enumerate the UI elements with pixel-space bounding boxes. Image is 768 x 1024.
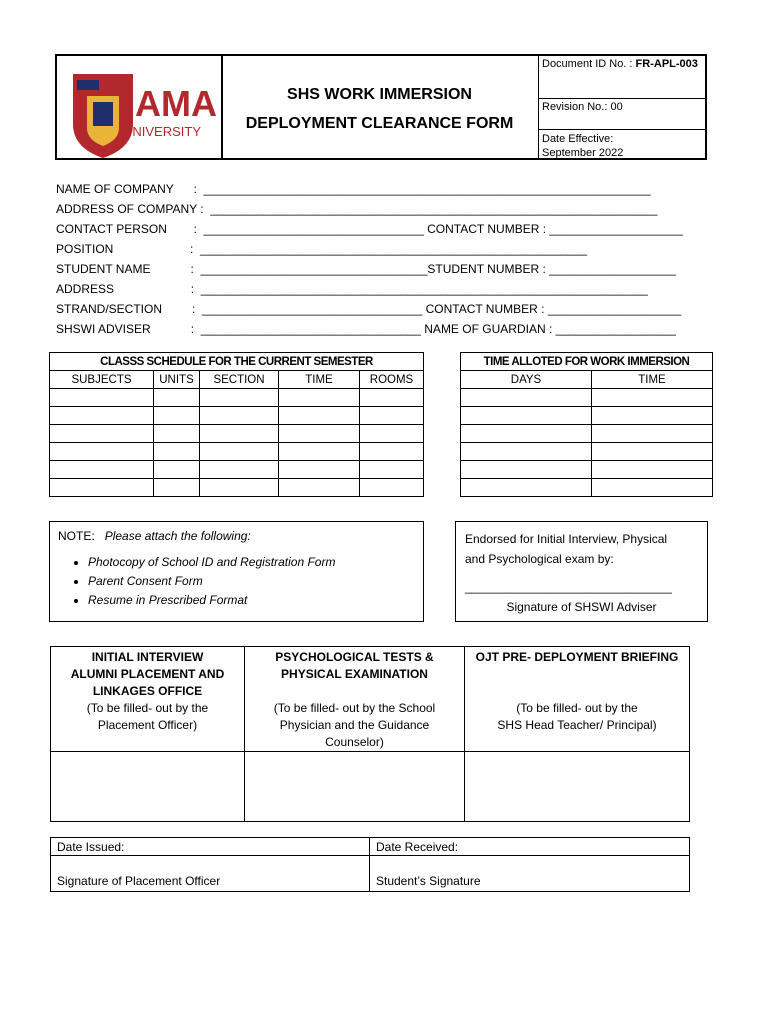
note-label: NOTE: xyxy=(58,529,95,543)
col-days: DAYS xyxy=(461,371,592,389)
col-time: TIME xyxy=(279,371,360,389)
col-subjects: SUBJECTS xyxy=(50,371,154,389)
field-strand-section[interactable]: STRAND/SECTION : _________________________________ CONTACT NUMBER : ____________________ xyxy=(56,302,682,316)
step-initial-interview-sign[interactable] xyxy=(51,752,245,822)
footer-table xyxy=(50,837,690,892)
table-row[interactable] xyxy=(50,479,424,497)
doc-id-value: FR-APL-003 xyxy=(635,58,698,70)
student-signature[interactable]: Student’s Signature xyxy=(370,856,690,892)
field-student-name[interactable]: STUDENT NAME : __________________________________STUDENT NUMBER : ___________________ xyxy=(56,262,676,276)
field-company-address[interactable]: ADDRESS OF COMPANY : ___________________________________________________________________ xyxy=(56,202,658,216)
date-value: September 2022 xyxy=(542,147,624,159)
table-row[interactable] xyxy=(461,425,713,443)
list-item: • Photocopy of School ID and Registration Form xyxy=(88,555,415,569)
table-row[interactable] xyxy=(50,407,424,425)
list-item: • Parent Consent Form xyxy=(88,574,415,588)
form-header xyxy=(55,54,707,160)
title-line2: DEPLOYMENT CLEARANCE FORM xyxy=(245,115,514,132)
col-units: UNITS xyxy=(154,371,200,389)
step-initial-interview xyxy=(51,647,245,752)
note-intro: Please attach the following: xyxy=(104,529,251,543)
step-ojt-briefing-sign[interactable] xyxy=(465,752,690,822)
note-box xyxy=(49,521,424,622)
endorse-line2: and Psychological exam by: xyxy=(465,552,614,566)
table-row[interactable] xyxy=(461,389,713,407)
table-row[interactable] xyxy=(461,443,713,461)
step-desc: (To be filled- out by the School Physician and the Guidance Counselor) xyxy=(273,701,436,749)
doc-id-label: Document ID No. : xyxy=(542,58,633,70)
adviser-signature-label: Signature of SHSWI Adviser xyxy=(506,600,657,614)
date-issued-field[interactable]: Date Issued: xyxy=(51,838,370,856)
endorse-box xyxy=(455,521,708,622)
field-address[interactable]: ADDRESS : ___________________________________________________________________ xyxy=(56,282,648,296)
attachment-list xyxy=(58,555,415,607)
col-rooms: ROOMS xyxy=(360,371,424,389)
step-psych-tests xyxy=(245,647,465,752)
step-desc: (To be filled- out by the Placement Officer) xyxy=(86,701,209,732)
form-title xyxy=(221,56,539,158)
field-company-name[interactable]: NAME OF COMPANY : ___________________________________________________________________ xyxy=(56,182,651,196)
table-row[interactable] xyxy=(50,425,424,443)
title-line1: SHS WORK IMMERSION xyxy=(287,86,472,103)
svg-text:UNIVERSITY: UNIVERSITY xyxy=(123,124,202,139)
table-row[interactable] xyxy=(50,443,424,461)
class-schedule-table xyxy=(49,352,424,497)
field-contact-person[interactable]: CONTACT PERSON : _________________________________ CONTACT NUMBER : ____________________ xyxy=(56,222,683,236)
time-allotted-table xyxy=(460,352,713,497)
date-label: Date Effective: xyxy=(542,133,614,145)
revision: Revision No.: 00 xyxy=(539,99,705,130)
list-item: • Resume in Prescribed Format xyxy=(88,593,415,607)
doc-id xyxy=(539,56,705,99)
date-effective xyxy=(539,130,705,158)
table-row[interactable] xyxy=(461,407,713,425)
ama-logo-icon xyxy=(69,70,217,160)
step-title: INITIAL INTERVIEW ALUMNI PLACEMENT AND LINKAGES OFFICE xyxy=(70,650,225,698)
placement-officer-signature[interactable]: Signature of Placement Officer xyxy=(51,856,370,892)
step-title: OJT PRE- DEPLOYMENT BRIEFING xyxy=(475,650,679,664)
field-position[interactable]: POSITION : __________________________________________________________ xyxy=(56,242,588,256)
logo-cell xyxy=(57,56,223,158)
table-row[interactable] xyxy=(461,461,713,479)
table-row[interactable] xyxy=(50,389,424,407)
col-time: TIME xyxy=(592,371,713,389)
field-adviser[interactable]: SHSWI ADVISER : _________________________________ NAME OF GUARDIAN : __________________ xyxy=(56,322,676,336)
endorse-line1: Endorsed for Initial Interview, Physical xyxy=(465,532,668,546)
table-row[interactable] xyxy=(50,461,424,479)
class-schedule-title: CLASSS SCHEDULE FOR THE CURRENT SEMESTER xyxy=(50,353,424,371)
signature-line[interactable]: _______________________________ xyxy=(465,580,672,594)
clearance-steps-table xyxy=(50,646,690,822)
step-title: PSYCHOLOGICAL TESTS & PHYSICAL EXAMINATION xyxy=(275,650,434,681)
date-received-field[interactable]: Date Received: xyxy=(370,838,690,856)
time-allotted-title: TIME ALLOTED FOR WORK IMMERSION xyxy=(461,353,713,371)
step-psych-tests-sign[interactable] xyxy=(245,752,465,822)
step-desc: (To be filled- out by the SHS Head Teacher/ Principal) xyxy=(497,701,657,732)
col-section: SECTION xyxy=(200,371,279,389)
step-ojt-briefing xyxy=(465,647,690,752)
svg-text:AMA: AMA xyxy=(135,83,217,124)
table-row[interactable] xyxy=(461,479,713,497)
